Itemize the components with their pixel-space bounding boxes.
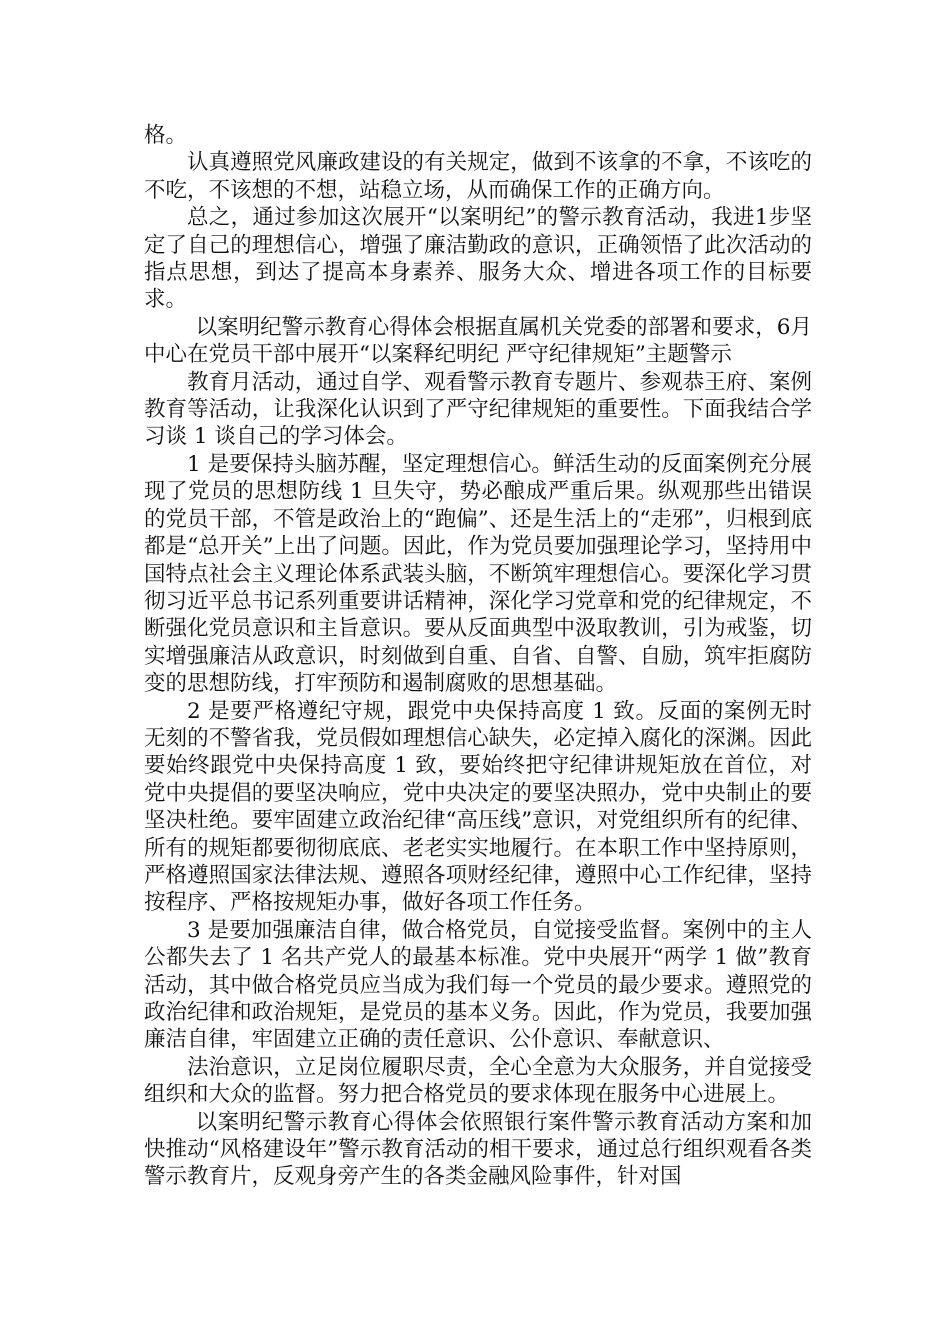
document-body <box>144 122 812 1191</box>
paragraph-bank-case: 以案明纪警示教育心得体会依照银行案件警示教育活动方案和加快推动“风格建设年”警示教育活动的相干要求，通过总行组织观看各类警示教育片，反观身旁产生的各类金融风险事件，针对国 <box>144 1109 812 1190</box>
paragraph-point-one: 1 是要保持头脑苏醒，坚定理想信心。鲜活生动的反面案例充分展现了党员的思想防线 1 旦失守，势必酿成严重后果。纵观那些出错误的党员干部，不管是政治上的“跑偏”、还是生活上的“走邪”，归根到底都是“总开关”上出了问题。因此，作为党员要加强理论学习，坚持用中国特点社会主义理论体系武装头脑，不断筑牢理想信心。要深化学习贯彻习近平总书记系列重要讲话精神，深化学习党章和党的纪律规定，不断强化党员意识和主旨意识。要从反面典型中汲取教训，引为戒鉴，切实增强廉洁从政意识，时刻做到自重、自省、自警、自励，筑牢拒腐防变的思想防线，打牢预防和遏制腐败的思想基础。 <box>144 451 812 697</box>
paragraph-education-month: 教育月活动，通过自学、观看警示教育专题片、参观恭王府、案例教育等活动，让我深化认识到了严守纪律规矩的重要性。下面我结合学习谈 1 谈自己的学习体会。 <box>144 369 812 450</box>
paragraph-summary: 总之，通过参加这次展开“以案明纪”的警示教育活动，我进1步坚定了自己的理想信心，增强了廉洁勤政的意识，正确领悟了此次活动的指点思想，到达了提高本身素养、服务大众、增进各项工作的目标要求。 <box>144 205 812 313</box>
paragraph-fragment-top: 格。 <box>144 123 188 148</box>
paragraph-point-two: 2 是要严格遵纪守规，跟党中央保持高度 1 致。反面的案例无时无刻的不警省我，党员假如理想信心缺失，必定掉入腐化的深渊。因此要始终跟党中央保持高度 1 致，要始终把守纪律讲规矩放在首位，对党中央提倡的要坚决响应，党中央决定的要坚决照办，党中央制止的要坚决杜绝。要牢固建立政治纪律“高压线”意识，对党组织所有的纪律、所有的规矩都要彻彻底底、老老实实地履行。在本职工作中坚持原则，严格遵照国家法律法规、遵照各项财经纪律，遵照中心工作纪律，坚持按程序、严格按规矩办事，做好各项工作任务。 <box>144 698 812 916</box>
paragraph-rule-of-law: 法治意识，立足岗位履职尽责，全心全意为大众服务，并自觉接受组织和大众的监督。努力把合格党员的要求体现在服务中心进展上。 <box>144 1054 812 1108</box>
paragraph-article-intro: 以案明纪警示教育心得体会根据直属机关党委的部署和要求，6月中心在党员干部中展开“以案释纪明纪 严守纪律规矩”主题警示 <box>144 314 812 368</box>
paragraph-integrity-rules: 认真遵照党风廉政建设的有关规定，做到不该拿的不拿，不该吃的不吃，不该想的不想，站稳立场，从而确保工作的正确方向。 <box>144 150 812 203</box>
paragraph-point-three: 3 是要加强廉洁自律，做合格党员，自觉接受监督。案例中的主人公都失去了 1 名共产党人的最基本标准。党中央展开“两学 1 做”教育活动，其中做合格党员应当成为我们每一个党员的最少要求。遵照党的政治纪律和政治规矩，是党员的基本义务。因此，作为党员，我要加强廉洁自律，牢固建立正确的责任意识、公仆意识、奉献意识、 <box>144 917 812 1053</box>
